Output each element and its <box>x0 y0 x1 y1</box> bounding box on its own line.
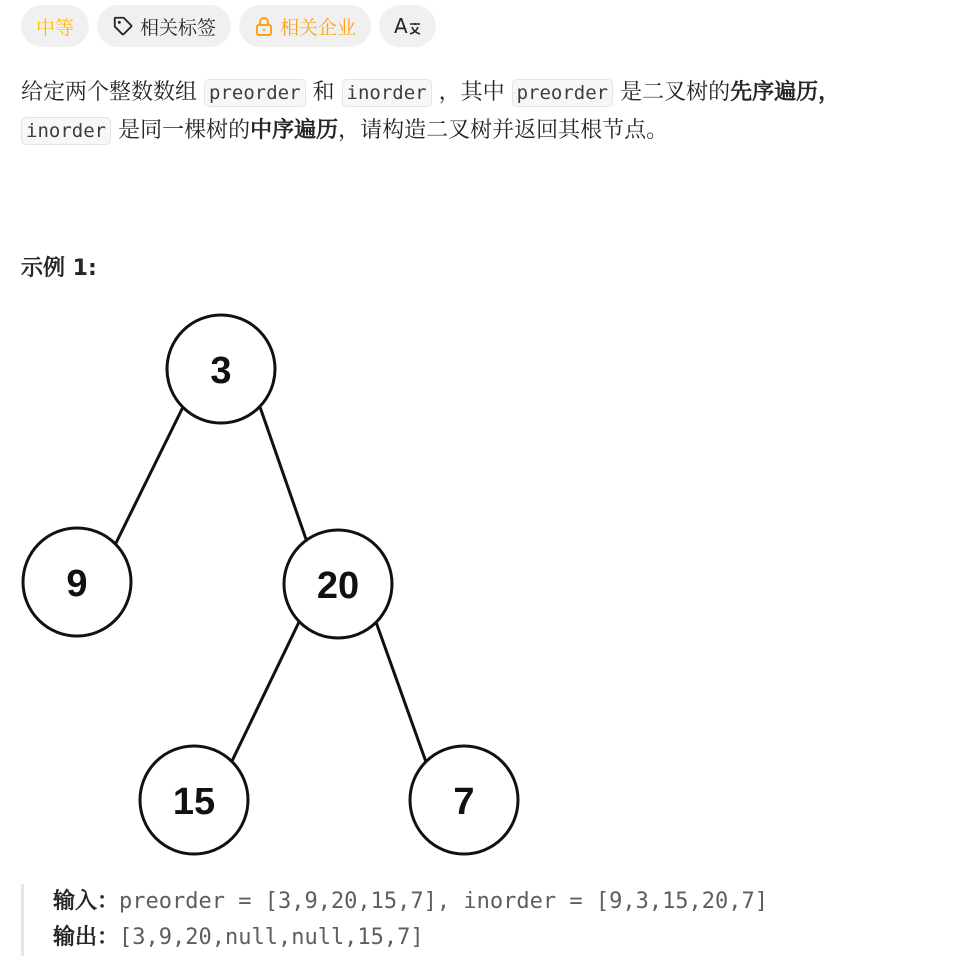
desc-text: ， <box>818 80 841 105</box>
example-output-line <box>53 920 768 956</box>
tree-node-left-label: 9 <box>66 563 88 605</box>
example-input-line <box>53 884 768 920</box>
desc-text: 给定两个整数数组 <box>21 80 204 105</box>
tree-node-right-right-label: 7 <box>453 781 475 823</box>
related-companies-button[interactable] <box>239 5 371 47</box>
lock-icon <box>254 15 274 37</box>
tree-node-right-left-label: 15 <box>172 781 216 823</box>
desc-text: 是同一棵树的 <box>111 118 251 143</box>
input-value: preorder = [3,9,20,15,7], inorder = [9,3,15,20,7] <box>119 889 769 914</box>
tag-icon <box>112 15 134 37</box>
translate-icon: A <box>394 14 421 38</box>
input-label: 输入： <box>53 889 120 914</box>
related-tags-label: 相关标签 <box>140 16 217 39</box>
code-inorder: inorder <box>342 79 432 107</box>
tree-edge <box>232 622 299 761</box>
difficulty-label: 中等 <box>36 16 75 39</box>
bold-preorder-traversal: 先序遍历 <box>730 80 819 105</box>
tree-edge <box>376 622 426 762</box>
tree-edge <box>115 407 183 545</box>
translate-button[interactable] <box>379 5 436 47</box>
binary-tree-diagram <box>0 300 540 865</box>
related-tags-button[interactable] <box>97 5 231 47</box>
related-companies-label: 相关企业 <box>280 16 357 39</box>
difficulty-badge[interactable] <box>21 5 89 47</box>
code-preorder: preorder <box>512 79 614 107</box>
desc-text: ，其中 <box>431 80 512 105</box>
bold-inorder-traversal: 中序遍历 <box>250 118 339 143</box>
desc-text: 是二叉树的 <box>613 80 731 105</box>
code-inorder: inorder <box>21 117 111 145</box>
output-value: [3,9,20,null,null,15,7] <box>119 925 424 950</box>
code-preorder: preorder <box>204 79 306 107</box>
tree-node-root-label: 3 <box>210 350 232 392</box>
example-io-block <box>21 884 768 956</box>
tree-edge <box>260 407 307 542</box>
tree-node-right-label: 20 <box>316 565 360 607</box>
problem-description <box>21 74 946 150</box>
desc-text: ，请构造二叉树并返回其根节点。 <box>338 118 669 143</box>
output-label: 输出： <box>53 925 120 950</box>
example-title: 示例 1: <box>21 256 97 281</box>
desc-text: 和 <box>305 80 342 105</box>
tag-bar <box>21 5 436 47</box>
